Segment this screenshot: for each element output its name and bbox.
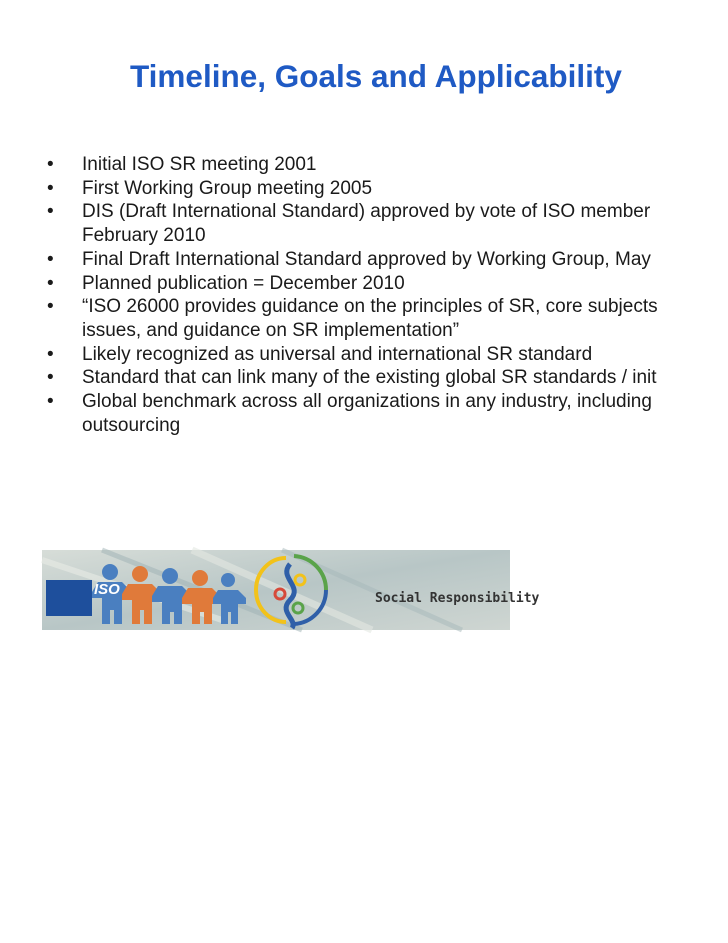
bullet-text: Planned publication = December 2010 bbox=[82, 272, 405, 294]
bullet-list bbox=[0, 153, 658, 437]
bullet-mark: • bbox=[47, 248, 54, 270]
bullet-item bbox=[0, 272, 658, 296]
bullet-mark: • bbox=[47, 154, 54, 175]
banner-caption: Social Responsibility bbox=[375, 591, 540, 606]
bullet-text: Standard that can link many of the existing global SR standards / init bbox=[82, 367, 657, 389]
bullet-item bbox=[0, 366, 658, 390]
bullet-item bbox=[0, 295, 658, 342]
bullet-mark: • bbox=[47, 201, 54, 223]
iso-logo-box bbox=[46, 580, 92, 616]
bullet-text-continued: February 2010 bbox=[82, 225, 206, 247]
iso-social-responsibility-banner bbox=[42, 550, 540, 630]
bullet-item bbox=[0, 177, 658, 201]
bullet-item bbox=[0, 200, 658, 247]
slide-title: Timeline, Goals and Applicability bbox=[130, 58, 622, 94]
bullet-text-continued: outsourcing bbox=[82, 414, 181, 436]
bullet-text: Likely recognized as universal and international SR standard bbox=[82, 343, 593, 365]
bullet-text: “ISO 26000 provides guidance on the principles of SR, core subjects bbox=[82, 296, 658, 318]
bullet-text: Global benchmark across all organizations in any industry, including bbox=[82, 391, 652, 413]
bullet-text: DIS (Draft International Standard) approved by vote of ISO member bbox=[82, 201, 651, 223]
bullet-mark: • bbox=[47, 343, 54, 365]
bullet-text: Final Draft International Standard approved by Working Group, May bbox=[82, 248, 651, 270]
bullet-item bbox=[0, 343, 658, 367]
bullet-mark: • bbox=[47, 296, 54, 318]
bullet-item bbox=[0, 153, 658, 177]
bullet-text-continued: issues, and guidance on SR implementation” bbox=[82, 319, 460, 341]
iso-logo-text: ISO bbox=[94, 581, 120, 598]
bullet-mark: • bbox=[47, 367, 54, 389]
bullet-item bbox=[0, 248, 658, 272]
bullet-text: Initial ISO SR meeting 2001 bbox=[82, 154, 317, 175]
bullet-mark: • bbox=[47, 391, 54, 413]
bullet-mark: • bbox=[47, 177, 54, 199]
bullet-mark: • bbox=[47, 272, 54, 294]
bullet-text: First Working Group meeting 2005 bbox=[82, 177, 373, 199]
bullet-item bbox=[0, 390, 658, 437]
